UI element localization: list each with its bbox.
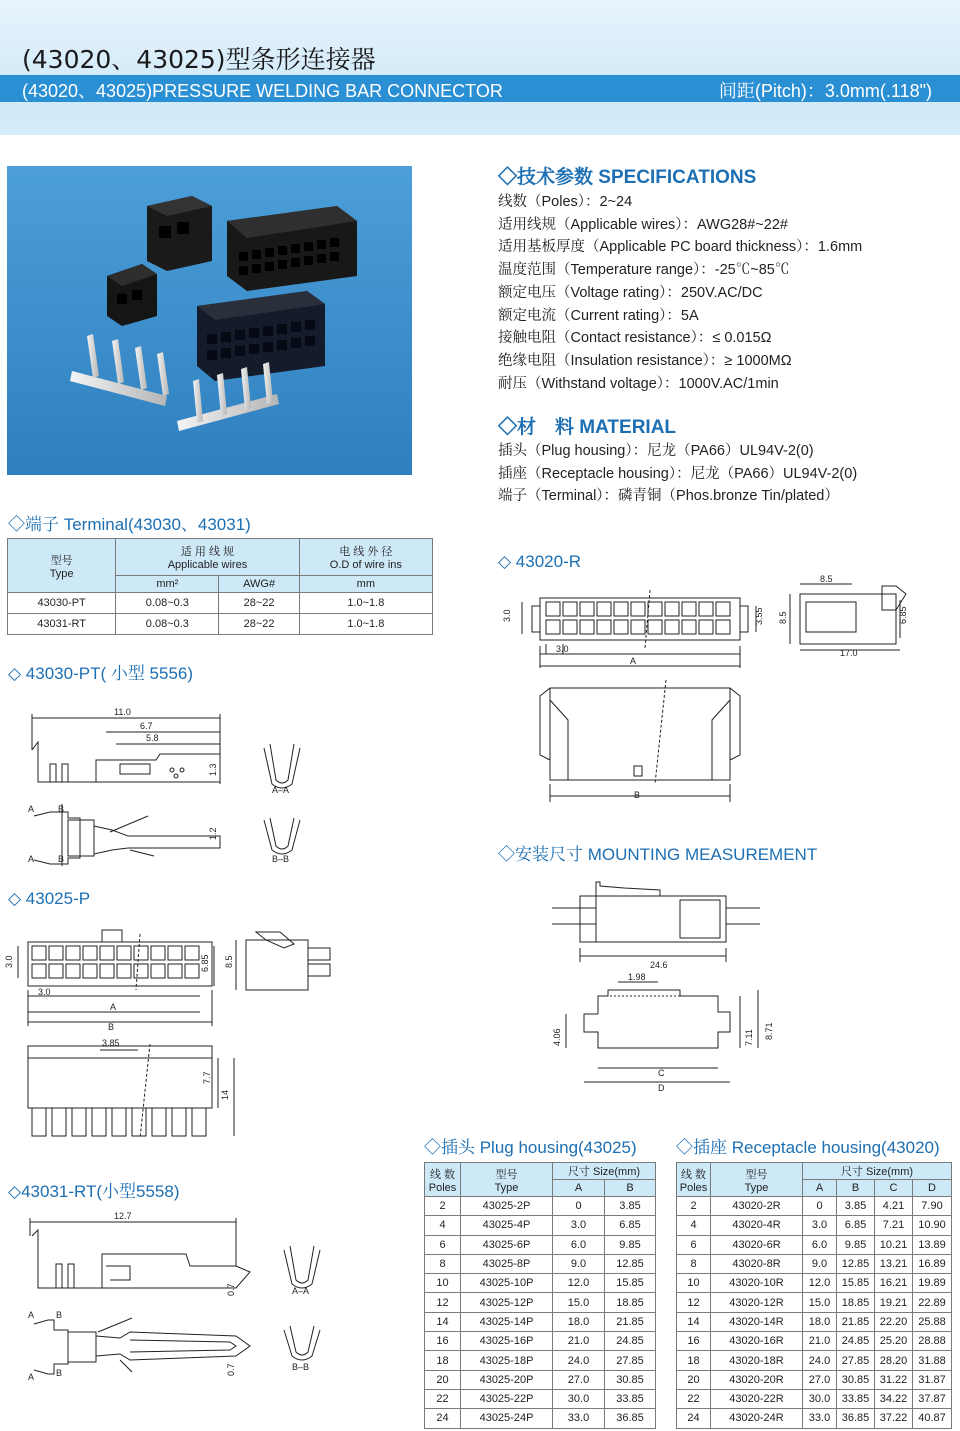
table-cell: 31.88: [913, 1351, 952, 1370]
table-row: [425, 1235, 656, 1254]
table-cell: 33.0: [553, 1409, 605, 1428]
plug-head-size: 尺寸 Size(mm): [553, 1163, 656, 1180]
table-cell: 16.21: [875, 1274, 913, 1293]
table-cell: 24.85: [605, 1332, 656, 1351]
spec-voltage: 额定电压（Voltage rating）：250V.AC/DC: [498, 284, 763, 301]
table-cell: 4: [425, 1216, 461, 1235]
table-cell: 9.85: [605, 1235, 656, 1254]
drawing-43030-pt: [20, 700, 320, 870]
table-cell: 43025-24P: [461, 1409, 553, 1428]
table-cell: 37.22: [875, 1409, 913, 1428]
table-cell: 43025-22P: [461, 1389, 553, 1408]
table-row: [425, 1197, 656, 1216]
label-a-top: A: [28, 804, 35, 814]
table-cell: 19.89: [913, 1274, 952, 1293]
table-cell: 15.0: [553, 1293, 605, 1312]
table-cell: 6.85: [605, 1216, 656, 1235]
dim-b-43025: B: [108, 1022, 115, 1032]
dim-8-5: 8.5: [778, 611, 788, 624]
table-row: [677, 1370, 952, 1389]
table-cell: 40.87: [913, 1409, 952, 1428]
label-b-rt-bottom: B: [56, 1368, 63, 1378]
dim-a-43020: A: [630, 656, 637, 666]
table-row: [425, 1370, 656, 1389]
table-cell: 28.20: [875, 1351, 913, 1370]
table-row: [425, 1312, 656, 1331]
page-subtitle: (43020、43025)PRESSURE WELDING BAR CONNECTOR: [22, 81, 503, 101]
table-cell: 31.87: [913, 1370, 952, 1389]
dim-12-7: 12.7: [114, 1211, 132, 1221]
plug-head-type: 型号 Type: [461, 1163, 553, 1197]
plug-head-a: A: [553, 1180, 605, 1197]
table-cell: 3.0: [553, 1216, 605, 1235]
table-cell: 3.0: [803, 1216, 837, 1235]
plug-head-poles: 线 数 Poles: [425, 1163, 461, 1197]
table-row: [677, 1216, 952, 1235]
table-cell: 43020-18R: [711, 1351, 803, 1370]
table-cell: 10.21: [875, 1235, 913, 1254]
table-cell: 43020-22R: [711, 1389, 803, 1408]
table-cell: 43020-2R: [711, 1197, 803, 1216]
title-bar: [0, 75, 960, 102]
table-cell: 25.88: [913, 1312, 952, 1331]
unit-awg: AWG#: [219, 576, 299, 593]
table-row: 43030-PT 0.08~0.3 28~22 1.0~1.8: [8, 593, 433, 614]
table-cell: 6.0: [553, 1235, 605, 1254]
table-cell: 24: [677, 1409, 711, 1428]
table-cell: 18.0: [803, 1312, 837, 1331]
table-cell: 43025-14P: [461, 1312, 553, 1331]
table-cell: 12: [677, 1293, 711, 1312]
table-cell: 43020-12R: [711, 1293, 803, 1312]
dim-1-98: 1.98: [628, 972, 646, 982]
table-cell: 21.85: [605, 1312, 656, 1331]
dim-d: D: [658, 1083, 665, 1093]
table-row: [425, 1351, 656, 1370]
plug-table-body: [425, 1197, 656, 1429]
dim-17-0: 17.0: [840, 648, 858, 658]
unit-mm2: mm²: [116, 576, 219, 593]
table-row: [425, 1216, 656, 1235]
material-plug: 插头（Plug housing）：尼龙（PA66）UL94V-2(0): [498, 443, 814, 459]
table-cell: 21.0: [553, 1332, 605, 1351]
table-cell: 14: [425, 1312, 461, 1331]
label-43030-pt: ◇ 43030-PT( 小型 5556): [8, 664, 194, 683]
table-cell: 43025-12P: [461, 1293, 553, 1312]
table-cell: 22.89: [913, 1293, 952, 1312]
spec-current: 额定电流（Current rating）：5A: [498, 307, 699, 324]
dim-6-85: 6.85: [898, 606, 908, 624]
dim-7-11: 7.11: [744, 1029, 754, 1046]
material-terminal: 端子（Terminal）：磷青铜（Phos.bronze Tin/plated）: [498, 488, 839, 505]
table-cell: 0: [553, 1197, 605, 1216]
table-cell: 7.21: [875, 1216, 913, 1235]
table-row: [425, 1274, 656, 1293]
table-cell: 18.85: [605, 1293, 656, 1312]
table-cell: 43020-6R: [711, 1235, 803, 1254]
table-cell: 27.85: [605, 1351, 656, 1370]
table-cell: 6.85: [837, 1216, 875, 1235]
table-cell: 28.88: [913, 1332, 952, 1351]
terminal-title: ◇端子 Terminal(43030、43031): [8, 515, 251, 534]
table-cell: 27.0: [553, 1370, 605, 1389]
dim-14: 14: [220, 1089, 230, 1100]
table-row: [677, 1235, 952, 1254]
unit-mm: mm: [299, 576, 432, 593]
table-row: [425, 1389, 656, 1408]
table-cell: 4: [677, 1216, 711, 1235]
table-cell: 43025-10P: [461, 1274, 553, 1293]
spec-withstand-voltage: 耐压（Withstand voltage）：1000V.AC/1min: [498, 375, 779, 392]
plug-table-title: ◇插头 Plug housing(43025): [424, 1138, 637, 1157]
table-cell: 43025-18P: [461, 1351, 553, 1370]
table-cell: 16: [677, 1332, 711, 1351]
table-cell: 14: [677, 1312, 711, 1331]
table-cell: 30.0: [803, 1389, 837, 1408]
table-cell: 12.85: [605, 1254, 656, 1273]
table-cell: 36.85: [605, 1409, 656, 1428]
rec-head-d: D: [913, 1180, 952, 1197]
specifications-list: [498, 191, 862, 395]
table-cell: 24.0: [553, 1351, 605, 1370]
dim-7-7: 7.7: [202, 1071, 212, 1084]
dim-3-0-p-vert: 3.0: [4, 955, 14, 968]
table-cell: 15.85: [837, 1274, 875, 1293]
table-cell: 43020-24R: [711, 1409, 803, 1428]
table-row: [677, 1389, 952, 1408]
table-row: [677, 1197, 952, 1216]
table-cell: 12.0: [553, 1274, 605, 1293]
table-cell: 10.90: [913, 1216, 952, 1235]
dim-3-0-p: 3.0: [38, 987, 51, 997]
table-cell: 43025-6P: [461, 1235, 553, 1254]
table-cell: 22: [677, 1389, 711, 1408]
plug-head-b: B: [605, 1180, 656, 1197]
specifications-title: ◇技术参数 SPECIFICATIONS: [498, 167, 757, 188]
table-cell: 19.21: [875, 1293, 913, 1312]
terminal-head-wires: 适 用 线 规 Applicable wires: [116, 539, 299, 576]
table-cell: 20: [677, 1370, 711, 1389]
dim-6-85-p: 6.85: [200, 954, 210, 972]
table-cell: 43025-2P: [461, 1197, 553, 1216]
receptacle-table-body: [677, 1197, 952, 1429]
spec-board-thickness: 适用基板厚度（Applicable PC board thickness）：1.6mm: [498, 239, 863, 256]
section-aa: A–A: [272, 785, 290, 795]
table-row: [425, 1254, 656, 1273]
dim-3-55: 3.55: [754, 607, 764, 625]
table-cell: 43025-16P: [461, 1332, 553, 1351]
table-cell: 12.0: [803, 1274, 837, 1293]
table-cell: 43020-16R: [711, 1332, 803, 1351]
rec-head-c: C: [875, 1180, 913, 1197]
label-b-rt-top: B: [56, 1310, 63, 1320]
header-banner: [0, 0, 960, 135]
table-cell: 36.85: [837, 1409, 875, 1428]
table-cell: 33.85: [605, 1389, 656, 1408]
spec-contact-resistance: 接触电阻（Contact resistance）：≤ 0.015Ω: [498, 330, 772, 347]
table-row: [677, 1274, 952, 1293]
table-cell: 13.89: [913, 1235, 952, 1254]
label-a-rt-bottom: A: [28, 1372, 35, 1382]
label-a-bottom: A: [28, 854, 35, 864]
dim-4-06: 4.06: [552, 1028, 562, 1046]
table-cell: 0: [803, 1197, 837, 1216]
page-title: (43020、43025)型条形连接器: [22, 45, 376, 74]
product-photo: [7, 166, 412, 475]
section-bb-rt: B–B: [292, 1362, 310, 1372]
table-cell: 15.85: [605, 1274, 656, 1293]
dim-5-8: 5.8: [146, 733, 159, 743]
table-cell: 18.85: [837, 1293, 875, 1312]
table-cell: 12: [425, 1293, 461, 1312]
table-cell: 43020-8R: [711, 1254, 803, 1273]
table-cell: 34.22: [875, 1389, 913, 1408]
terminal-table: [7, 538, 433, 635]
rec-head-poles: 线 数 Poles: [677, 1163, 711, 1197]
table-row: [677, 1332, 952, 1351]
dim-3-0: 3.0: [556, 644, 569, 654]
label-b-top: B: [58, 804, 65, 814]
section-bb: B–B: [272, 854, 290, 864]
receptacle-table-title: ◇插座 Receptacle housing(43020): [676, 1138, 940, 1157]
table-cell: 8: [425, 1254, 461, 1273]
table-cell: 43020-4R: [711, 1216, 803, 1235]
section-aa-rt: A–A: [292, 1286, 310, 1296]
table-cell: 8: [677, 1254, 711, 1273]
label-43020-r: ◇ 43020-R: [498, 552, 582, 571]
table-cell: 16.89: [913, 1254, 952, 1273]
table-cell: 37.87: [913, 1389, 952, 1408]
label-mounting: ◇安装尺寸 MOUNTING MEASUREMENT: [498, 845, 818, 864]
table-row: [677, 1312, 952, 1331]
dim-8-5-top: 8.5: [820, 574, 833, 584]
table-cell: 27.0: [803, 1370, 837, 1389]
table-cell: 18: [677, 1351, 711, 1370]
table-cell: 33.0: [803, 1409, 837, 1428]
label-b-bottom: B: [58, 854, 65, 864]
table-cell: 21.0: [803, 1332, 837, 1351]
table-cell: 22: [425, 1389, 461, 1408]
table-cell: 43025-8P: [461, 1254, 553, 1273]
receptacle-housing-table: [676, 1162, 952, 1429]
table-cell: 7.90: [913, 1197, 952, 1216]
table-cell: 9.0: [803, 1254, 837, 1273]
terminal-head-type: 型号 Type: [8, 539, 116, 593]
table-cell: 30.85: [605, 1370, 656, 1389]
drawing-43025-p: [0, 918, 420, 1140]
dim-1-2: 1.2: [208, 827, 218, 840]
table-cell: 10: [677, 1274, 711, 1293]
table-cell: 43020-10R: [711, 1274, 803, 1293]
table-cell: 24.85: [837, 1332, 875, 1351]
label-a-rt-top: A: [28, 1310, 35, 1320]
table-row: [677, 1254, 952, 1273]
table-cell: 43025-20P: [461, 1370, 553, 1389]
table-cell: 13.21: [875, 1254, 913, 1273]
table-cell: 21.85: [837, 1312, 875, 1331]
dim-11-0: 11.0: [114, 707, 131, 717]
dim-0-7-top: 0.7: [226, 1283, 236, 1296]
rec-head-size: 尺寸 Size(mm): [803, 1163, 952, 1180]
table-cell: 31.22: [875, 1370, 913, 1389]
dim-24-6: 24.6: [650, 960, 668, 970]
table-cell: 33.85: [837, 1389, 875, 1408]
spec-temperature: 温度范围（Temperature range）：-25℃~85℃: [498, 262, 790, 279]
table-cell: 20: [425, 1370, 461, 1389]
label-43025-p: ◇ 43025-P: [8, 889, 91, 908]
dim-a-43025: A: [110, 1002, 117, 1012]
spec-wires: 适用线规（Applicable wires）：AWG28#~22#: [498, 216, 788, 233]
rec-head-b: B: [837, 1180, 875, 1197]
table-cell: 27.85: [837, 1351, 875, 1370]
terminal-head-od: 电 线 外 径 O.D of wire ins: [299, 539, 432, 576]
table-cell: 12.85: [837, 1254, 875, 1273]
dim-0-7-bottom: 0.7: [226, 1363, 236, 1376]
table-row: 43031-RT 0.08~0.3 28~22 1.0~1.8: [8, 614, 433, 635]
plug-housing-table: [424, 1162, 656, 1429]
material-receptacle: 插座（Receptacle housing）：尼龙（PA66）UL94V-2(0): [498, 465, 858, 482]
table-row: [677, 1409, 952, 1428]
table-row: [425, 1293, 656, 1312]
table-cell: 9.85: [837, 1235, 875, 1254]
table-cell: 18.0: [553, 1312, 605, 1331]
table-row: [677, 1293, 952, 1312]
spec-poles: 线数（Poles）：2~24: [498, 194, 633, 210]
dim-c: C: [658, 1068, 665, 1078]
table-row: [425, 1409, 656, 1428]
table-cell: 9.0: [553, 1254, 605, 1273]
table-cell: 22.20: [875, 1312, 913, 1331]
table-cell: 4.21: [875, 1197, 913, 1216]
table-cell: 2: [677, 1197, 711, 1216]
table-cell: 43020-14R: [711, 1312, 803, 1331]
rec-head-type: 型号 Type: [711, 1163, 803, 1197]
table-cell: 24: [425, 1409, 461, 1428]
pitch-label: 间距(Pitch)：3.0mm(.118"): [718, 81, 932, 101]
table-cell: 18: [425, 1351, 461, 1370]
dim-8-71: 8.71: [764, 1022, 774, 1040]
dim-3-0-vert: 3.0: [502, 609, 512, 622]
table-cell: 30.85: [837, 1370, 875, 1389]
table-cell: 6: [425, 1235, 461, 1254]
drawing-mounting: [540, 872, 800, 1102]
table-cell: 24.0: [803, 1351, 837, 1370]
table-cell: 30.0: [553, 1389, 605, 1408]
table-cell: 16: [425, 1332, 461, 1351]
material-title: ◇材 料 MATERIAL: [498, 417, 677, 438]
dim-8-5-p: 8.5: [224, 955, 234, 968]
table-cell: 6: [677, 1235, 711, 1254]
table-row: [425, 1332, 656, 1351]
dim-3-85-p: 3.85: [102, 1038, 120, 1048]
table-cell: 3.85: [605, 1197, 656, 1216]
dim-1-3: 1.3: [208, 763, 218, 776]
table-cell: 3.85: [837, 1197, 875, 1216]
table-row: [677, 1351, 952, 1370]
drawing-43020-r: [500, 570, 940, 810]
dim-6-7: 6.7: [140, 721, 153, 731]
table-cell: 25.20: [875, 1332, 913, 1351]
table-cell: 10: [425, 1274, 461, 1293]
rec-head-a: A: [803, 1180, 837, 1197]
table-cell: 2: [425, 1197, 461, 1216]
connector-photo-illustration: [7, 166, 412, 475]
table-cell: 15.0: [803, 1293, 837, 1312]
table-cell: 6.0: [803, 1235, 837, 1254]
table-cell: 43020-20R: [711, 1370, 803, 1389]
label-43031-rt: ◇43031-RT(小型5558): [8, 1182, 180, 1201]
drawing-43031-rt: [20, 1206, 330, 1386]
material-list: [498, 440, 857, 508]
spec-insulation-resistance: 绝缘电阻（Insulation resistance）：≥ 1000MΩ: [498, 352, 792, 369]
dim-b-43020: B: [634, 790, 641, 800]
table-cell: 43025-4P: [461, 1216, 553, 1235]
